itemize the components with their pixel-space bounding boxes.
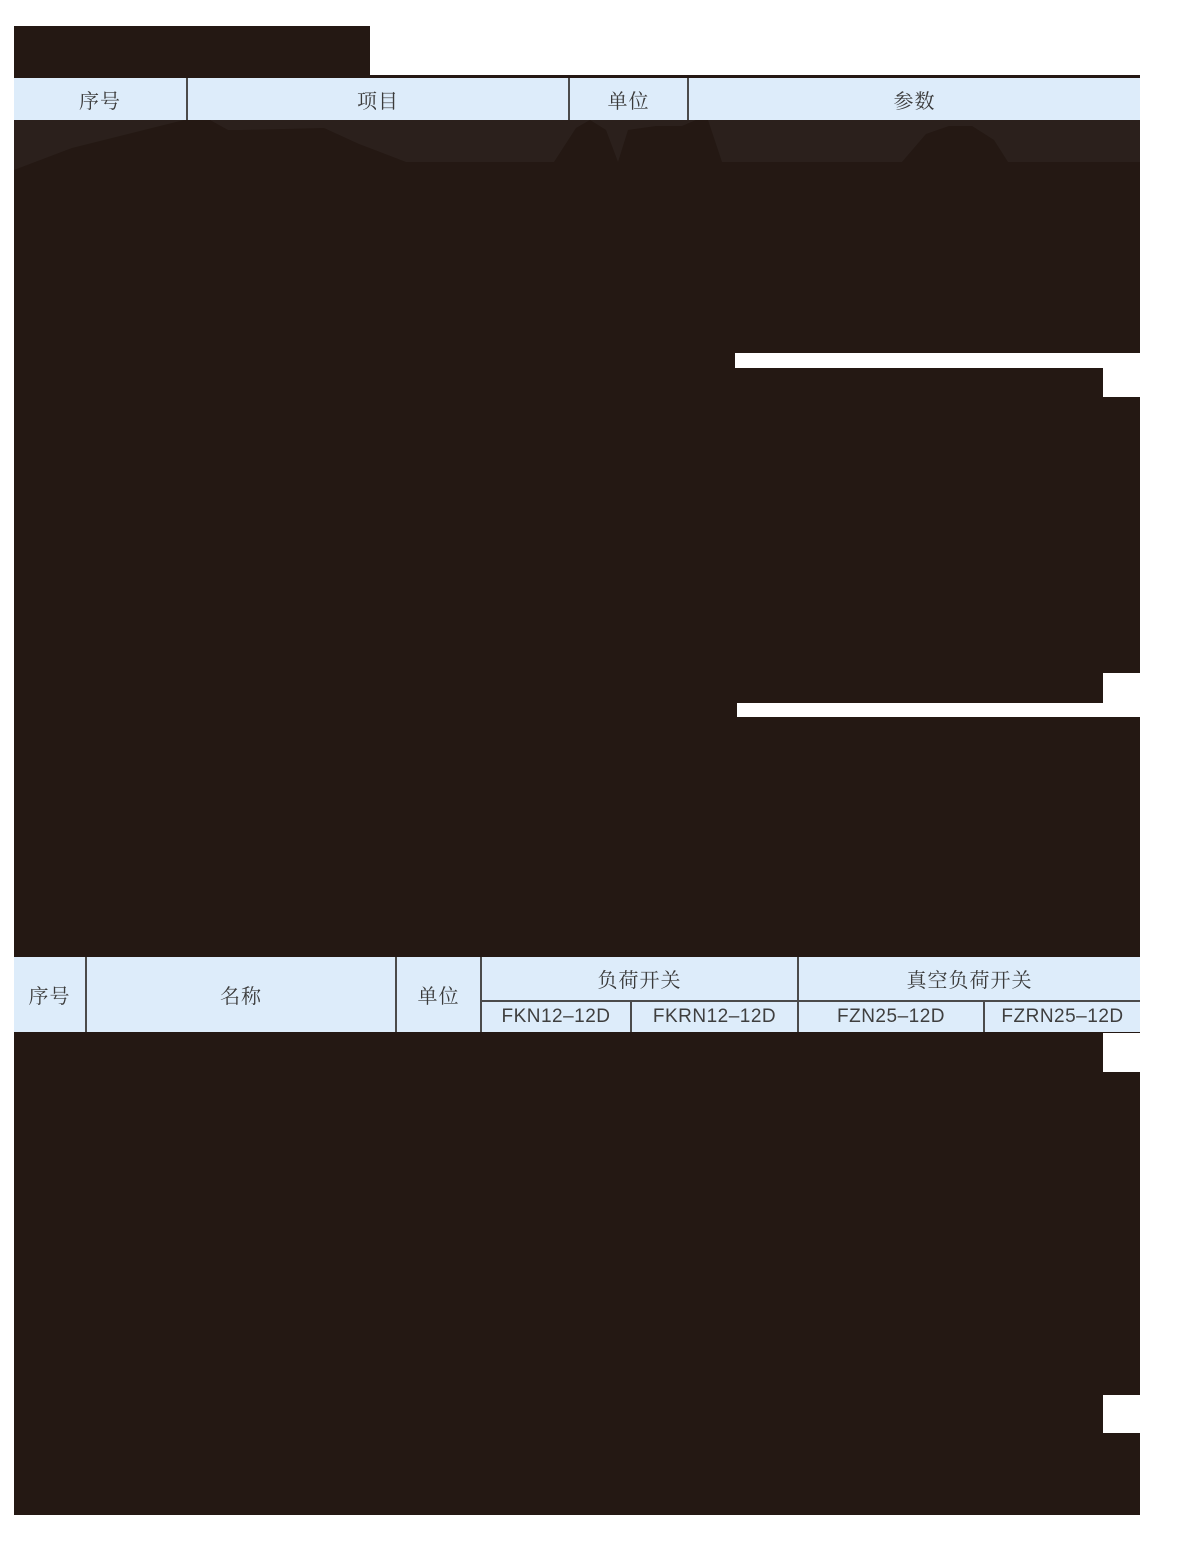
page-gap-notch-3 <box>1103 1033 1140 1072</box>
page-gap-notch-2 <box>1103 673 1140 703</box>
page-gap-strip-2 <box>737 703 1140 717</box>
table2-header-model-fzn25: FZN25–12D <box>837 1006 945 1027</box>
table2-header <box>14 957 1140 1032</box>
table1-header-row <box>14 78 1140 120</box>
table1-redacted-body <box>14 120 1140 957</box>
page-gap-notch-1 <box>1103 368 1140 397</box>
table2-header-load-switch-group: 负荷开关 <box>597 970 682 992</box>
table2-header-index: 序号 <box>28 986 71 1008</box>
table2-header-name: 名称 <box>220 986 262 1008</box>
redacted-title-banner <box>14 26 370 78</box>
redaction-shade-mountains <box>14 120 1140 182</box>
table2-header-model-fkrn12: FKRN12–12D <box>652 1006 777 1027</box>
table2-header-model-fzrn25: FZRN25–12D <box>1001 1006 1124 1027</box>
table2-header-unit: 单位 <box>417 986 460 1008</box>
table1-header-unit: 单位 <box>607 90 650 113</box>
page-gap-notch-4 <box>1103 1395 1140 1433</box>
table1-header-item: 项目 <box>357 90 399 113</box>
table2-header-model-fkn12: FKN12–12D <box>501 1006 611 1027</box>
table1-header-parameter: 参数 <box>893 90 936 113</box>
page-gap-strip-1 <box>735 353 1140 368</box>
table2-header-vacuum-load-switch-group: 真空负荷开关 <box>906 970 1033 992</box>
table2-redacted-body <box>14 1032 1140 1515</box>
table1-header-index: 序号 <box>79 90 121 113</box>
